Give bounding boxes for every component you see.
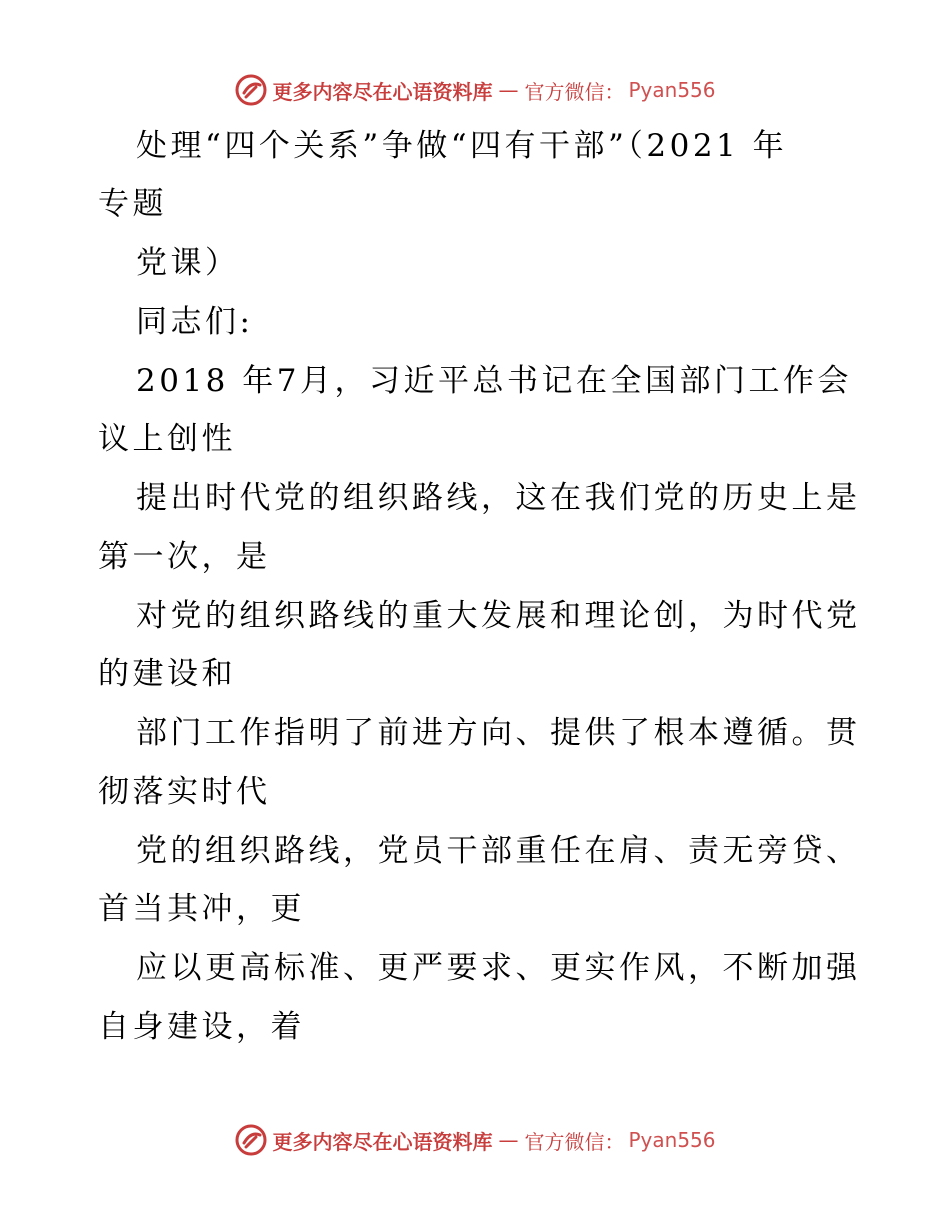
- paragraph-line: 2018 年7月，习近平总书记在全国部门工作会: [136, 363, 852, 399]
- header-banner: [0, 70, 950, 110]
- footer-banner: [0, 1120, 950, 1160]
- paragraph-line: 自身建设，着: [98, 1009, 305, 1045]
- header-banner-separator: —: [498, 78, 519, 102]
- paragraph-line: 对党的组织路线的重大发展和理论创，为时代党: [136, 598, 861, 634]
- footer-banner-label: 官方微信：: [524, 1129, 625, 1154]
- paragraph-line: 党的组织路线，党员干部重任在肩、责无旁贷、: [136, 833, 861, 869]
- footer-banner-separator: —: [498, 1128, 519, 1152]
- footer-banner-id: Pyan556: [628, 1128, 716, 1152]
- paragraph-line: 第一次，是: [98, 539, 271, 575]
- paragraph-line: 的建设和: [98, 656, 236, 692]
- document-title-line-3: 党课）: [136, 245, 240, 281]
- header-banner-id: Pyan556: [628, 78, 716, 102]
- paragraph-line: 部门工作指明了前进方向、提供了根本遵循。贯: [136, 715, 861, 751]
- paragraph-line: 议上创性: [98, 421, 236, 457]
- paragraph-line: 应以更高标准、更严要求、更实作风，不断加强: [136, 950, 861, 986]
- paragraph-line: 提出时代党的组织路线，这在我们党的历史上是: [136, 480, 861, 516]
- document-title-line-1: 处理“四个关系”争做“四有干部”（2021 年: [136, 128, 788, 164]
- paragraph-line: 首当其冲，更: [98, 891, 305, 927]
- document-title-line-2: 专题: [98, 186, 167, 222]
- header-banner-label: 官方微信：: [524, 79, 625, 104]
- document-salutation: 同志们:: [136, 304, 254, 340]
- header-banner-text: 更多内容尽在心语资料库: [272, 79, 493, 104]
- brand-logo-icon: [234, 1123, 268, 1157]
- footer-banner-text: 更多内容尽在心语资料库: [272, 1129, 493, 1154]
- brand-logo-icon: [234, 73, 268, 107]
- paragraph-line: 彻落实时代: [98, 774, 271, 810]
